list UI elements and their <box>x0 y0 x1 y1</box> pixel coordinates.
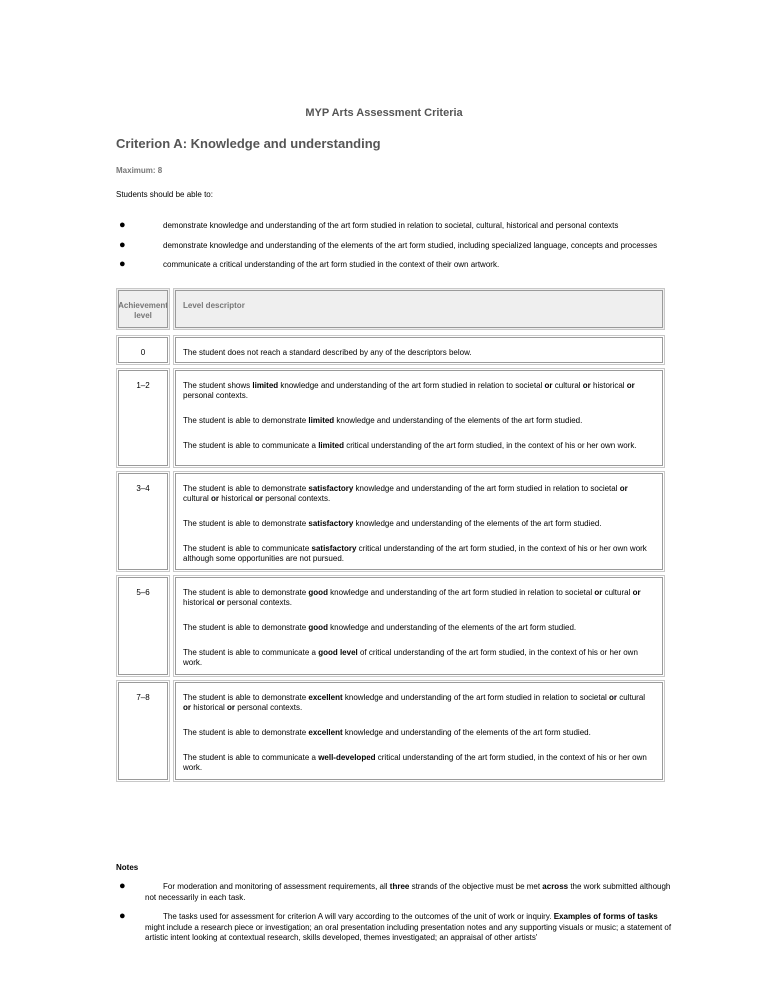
header-level-label: Achievement level <box>118 301 168 320</box>
descriptor-text: The student is able to demonstrate excellent knowledge and understanding of the elements of the art form studied. <box>183 728 591 737</box>
table-row <box>116 575 665 677</box>
criterion-heading: Criterion A: Knowledge and understanding <box>116 136 381 151</box>
header-level-cell <box>116 288 170 330</box>
intro-text: Students should be able to: <box>116 190 213 199</box>
objective-text: communicate a critical understanding of the art form studied in the context of their own artwork. <box>163 260 500 269</box>
note-item <box>116 882 676 903</box>
bullet-icon: ● <box>119 219 126 231</box>
descriptor-text: The student shows limited knowledge and understanding of the art form studied in relation to societal or cultural or historical or personal contexts. <box>183 381 635 400</box>
header-descriptor-label: Level descriptor <box>183 301 245 310</box>
descriptor-text: The student is able to demonstrate limited knowledge and understanding of the elements of the art form studied. <box>183 416 583 425</box>
level-cell <box>116 335 170 365</box>
bullet-icon: ● <box>119 258 126 270</box>
table-row <box>116 368 665 468</box>
note-text: The tasks used for assessment for criterion A will vary according to the outcomes of the unit of work or inquiry. Examples of forms of tasks might include a research piece or investigation; an oral presentation including presentation notes and any supporting visuals or music; a statement of artistic intent looking at contextual research, skills developed, themes investigated; an appraisal of other artists' <box>145 912 672 942</box>
descriptor-block <box>174 681 664 773</box>
level-value: 5–6 <box>136 588 150 597</box>
table-row <box>116 471 665 572</box>
descriptor-cell <box>173 335 665 365</box>
level-cell <box>116 471 170 572</box>
descriptor-cell <box>173 368 665 468</box>
level-value: 3–4 <box>136 484 150 493</box>
descriptor-text: The student is able to communicate a limited critical understanding of the art form studied, in the context of his or her own work. <box>183 441 637 450</box>
level-value: 7–8 <box>136 693 150 702</box>
descriptor-cell <box>173 575 665 677</box>
descriptor-text: The student is able to communicate a well-developed critical understanding of the art form studied, in the context of his or her own work. <box>183 753 647 772</box>
objectives-list <box>116 221 676 280</box>
objective-text: demonstrate knowledge and understanding of the art form studied in relation to societal, cultural, historical and personal contexts <box>163 221 619 230</box>
objective-item <box>116 221 676 232</box>
bullet-icon: ● <box>119 910 126 922</box>
table-row <box>116 335 665 365</box>
descriptor-text: The student does not reach a standard described by any of the descriptors below. <box>183 348 472 357</box>
objective-text: demonstrate knowledge and understanding of the elements of the art form studied, including specialized language, concepts and processes <box>163 240 658 250</box>
descriptor-block <box>174 336 664 358</box>
descriptor-cell <box>173 471 665 572</box>
header-descriptor-cell <box>173 288 665 330</box>
notes-heading: Notes <box>116 863 139 872</box>
descriptor-text: The student is able to demonstrate excellent knowledge and understanding of the art form studied in relation to societal or cultural or historical or personal contexts. <box>183 693 646 712</box>
descriptor-text: The student is able to communicate satisfactory critical understanding of the art form studied, in the context of his or her own work although some opportunities are not pursued. <box>183 544 647 563</box>
level-value: 1–2 <box>136 381 150 390</box>
descriptor-block <box>174 369 664 451</box>
descriptor-text: The student is able to communicate a good level of critical understanding of the art form studied, in the context of his or her own work. <box>183 648 638 667</box>
maximum-score: Maximum: 8 <box>116 166 163 175</box>
table-header-row <box>116 288 665 330</box>
descriptor-text: The student is able to demonstrate satisfactory knowledge and understanding of the elements of the art form studied. <box>183 519 602 528</box>
descriptor-block <box>174 472 664 564</box>
level-cell <box>116 575 170 677</box>
note-item <box>116 912 676 944</box>
table-row <box>116 680 665 782</box>
note-text: For moderation and monitoring of assessment requirements, all three strands of the objective must be met across the work submitted although not necessarily in each task. <box>145 882 671 902</box>
level-cell <box>116 368 170 468</box>
notes-list <box>116 882 676 953</box>
descriptor-cell <box>173 680 665 782</box>
document-title: MYP Arts Assessment Criteria <box>305 107 463 119</box>
descriptor-block <box>174 576 664 668</box>
objective-item <box>116 260 676 271</box>
bullet-icon: ● <box>119 238 126 251</box>
descriptor-text: The student is able to demonstrate good knowledge and understanding of the elements of the art form studied. <box>183 623 577 632</box>
descriptor-text: The student is able to demonstrate good knowledge and understanding of the art form studied in relation to societal or cultural or historical or personal contexts. <box>183 588 641 607</box>
level-value: 0 <box>140 348 146 357</box>
level-cell <box>116 680 170 782</box>
descriptor-text: The student is able to demonstrate satisfactory knowledge and understanding of the art form studied in relation to societal or cultural or historical or personal contexts. <box>183 484 628 503</box>
objective-item <box>116 238 676 252</box>
bullet-icon: ● <box>119 880 126 892</box>
